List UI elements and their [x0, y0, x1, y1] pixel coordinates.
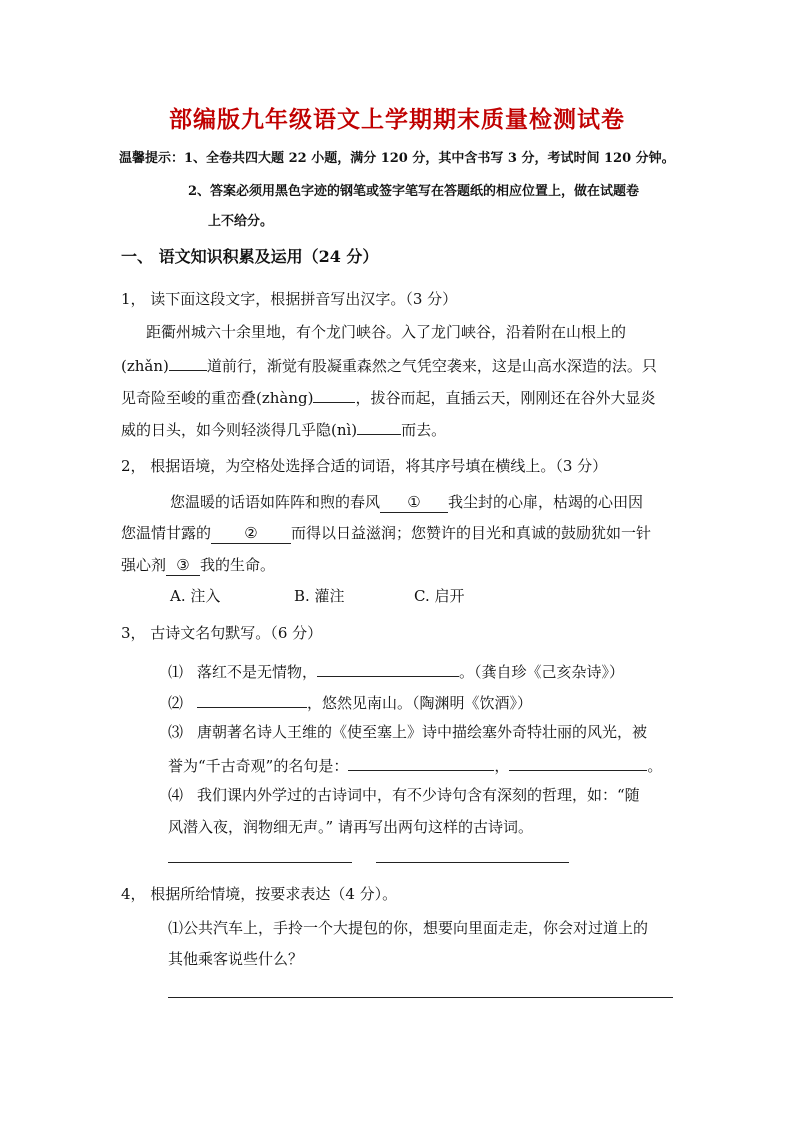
- answer-line[interactable]: [376, 862, 569, 863]
- tip-line-3: 上不给分。: [208, 214, 274, 229]
- text: 。（龚自珍《己亥杂诗》）: [459, 663, 625, 681]
- answer-blank[interactable]: [197, 691, 307, 708]
- answer-blank[interactable]: [169, 354, 207, 371]
- q3-item-4-line-2: 风潜入夜，润物细无声。” 请再写出两句这样的古诗词。: [168, 818, 533, 836]
- pinyin-zhan: (zhǎn): [121, 357, 169, 375]
- text: ，: [494, 757, 510, 775]
- text: 我的生命。: [200, 556, 276, 574]
- q1-prompt: 1， 读下面这段文字，根据拼音写出汉字。（3 分）: [121, 290, 458, 308]
- q3-item-3-line-2: [168, 754, 662, 776]
- pinyin-zhang: 见奇险至峻的重峦叠(zhàng): [121, 389, 314, 407]
- text: 誉为“千古奇观”的名句是：: [168, 757, 349, 775]
- q2-paragraph-line-2: [121, 523, 651, 544]
- answer-line[interactable]: [168, 862, 352, 863]
- q4-prompt: 4， 根据所给情境，按要求表达（4 分）。: [121, 885, 398, 903]
- answer-blank-3[interactable]: ③: [166, 555, 200, 576]
- text: 唐朝著名诗人王维的《使至塞上》诗中描绘塞外奇特壮丽的风光，被: [197, 723, 648, 741]
- answer-blank-2[interactable]: ②: [211, 523, 291, 544]
- answer-blank[interactable]: [509, 754, 647, 771]
- text: 而得以日益滋润；您赞许的目光和真诚的鼓励犹如一针: [291, 524, 652, 542]
- text: 您温暖的话语如阵阵和煦的春风: [170, 493, 381, 511]
- exam-title: 部编版九年级语文上学期期末质量检测试卷: [169, 106, 625, 133]
- q3-item-3-line-1: [168, 722, 647, 742]
- text: ，拔谷而起，直插云天，刚刚还在谷外大显炎: [355, 389, 656, 407]
- q1-paragraph-line-2: [121, 354, 657, 376]
- q2-paragraph-line-1: [170, 492, 643, 513]
- q4-scenario-line-2: 其他乘客说些什么？: [168, 950, 304, 968]
- answer-blank-1[interactable]: ①: [380, 492, 448, 513]
- text: 我们课内外学过的古诗词中，有不少诗句含有深刻的哲理，如：“随: [197, 786, 640, 804]
- text: ，悠然见南山。（陶渊明《饮酒》）: [307, 694, 533, 712]
- pinyin-ni: 威的日头，如今则轻淡得几乎隐(nì): [121, 421, 358, 439]
- q2-paragraph-line-3: [121, 555, 275, 576]
- item-number: ⑷: [168, 786, 184, 804]
- item-number: ⑴: [168, 663, 184, 681]
- text: 您温情甘露的: [121, 524, 212, 542]
- text: 落红不是无情物，: [197, 663, 318, 681]
- q1-paragraph-line-3: [121, 386, 656, 408]
- answer-blank[interactable]: [348, 754, 494, 771]
- q3-item-1: [168, 660, 624, 682]
- q3-item-4-line-1: [168, 785, 640, 805]
- answer-blank[interactable]: [313, 386, 355, 403]
- q1-paragraph-line-4: [121, 418, 446, 440]
- text: 道前行，渐觉有股凝重森然之气凭空袭来，这是山高水深造的法。只: [206, 357, 657, 375]
- text: 我尘封的心扉，枯竭的心田因: [448, 493, 644, 511]
- q2-prompt: 2， 根据语境，为空格处选择合适的词语，将其序号填在横线上。（3 分）: [121, 457, 608, 475]
- answer-blank[interactable]: [357, 418, 401, 435]
- section-heading: 一、 语文知识积累及运用（24 分）: [121, 247, 379, 266]
- tip-line-2: 2、答案必须用黑色字迹的钢笔或签字笔写在答题纸的相应位置上，做在试题卷: [188, 184, 640, 199]
- text: 强心剂: [121, 556, 167, 574]
- text: 。: [647, 757, 663, 775]
- q2-option-a: A. 注入: [170, 587, 221, 605]
- item-number: ⑶: [168, 723, 184, 741]
- q3-item-2: [168, 691, 532, 713]
- text: 而去。: [401, 421, 447, 439]
- tip-line-1: 温馨提示：1、全卷共四大题 22 小题，满分 120 分，其中含书写 3 分，考试时间 120 分钟。: [119, 151, 675, 166]
- q3-prompt: 3， 古诗文名句默写。（6 分）: [121, 624, 323, 642]
- item-number: ⑵: [168, 694, 184, 712]
- q4-scenario-line-1: ⑴公共汽车上，手拎一个大提包的你，想要向里面走走，你会对过道上的: [168, 919, 649, 937]
- answer-blank[interactable]: [317, 660, 459, 677]
- q2-option-b: B. 灌注: [294, 587, 345, 605]
- q2-option-c: C. 启开: [414, 587, 465, 605]
- answer-line[interactable]: [168, 997, 673, 998]
- q1-paragraph-line-1: 距衢州城六十余里地，有个龙门峡谷。入了龙门峡谷，沿着附在山根上的: [146, 323, 627, 341]
